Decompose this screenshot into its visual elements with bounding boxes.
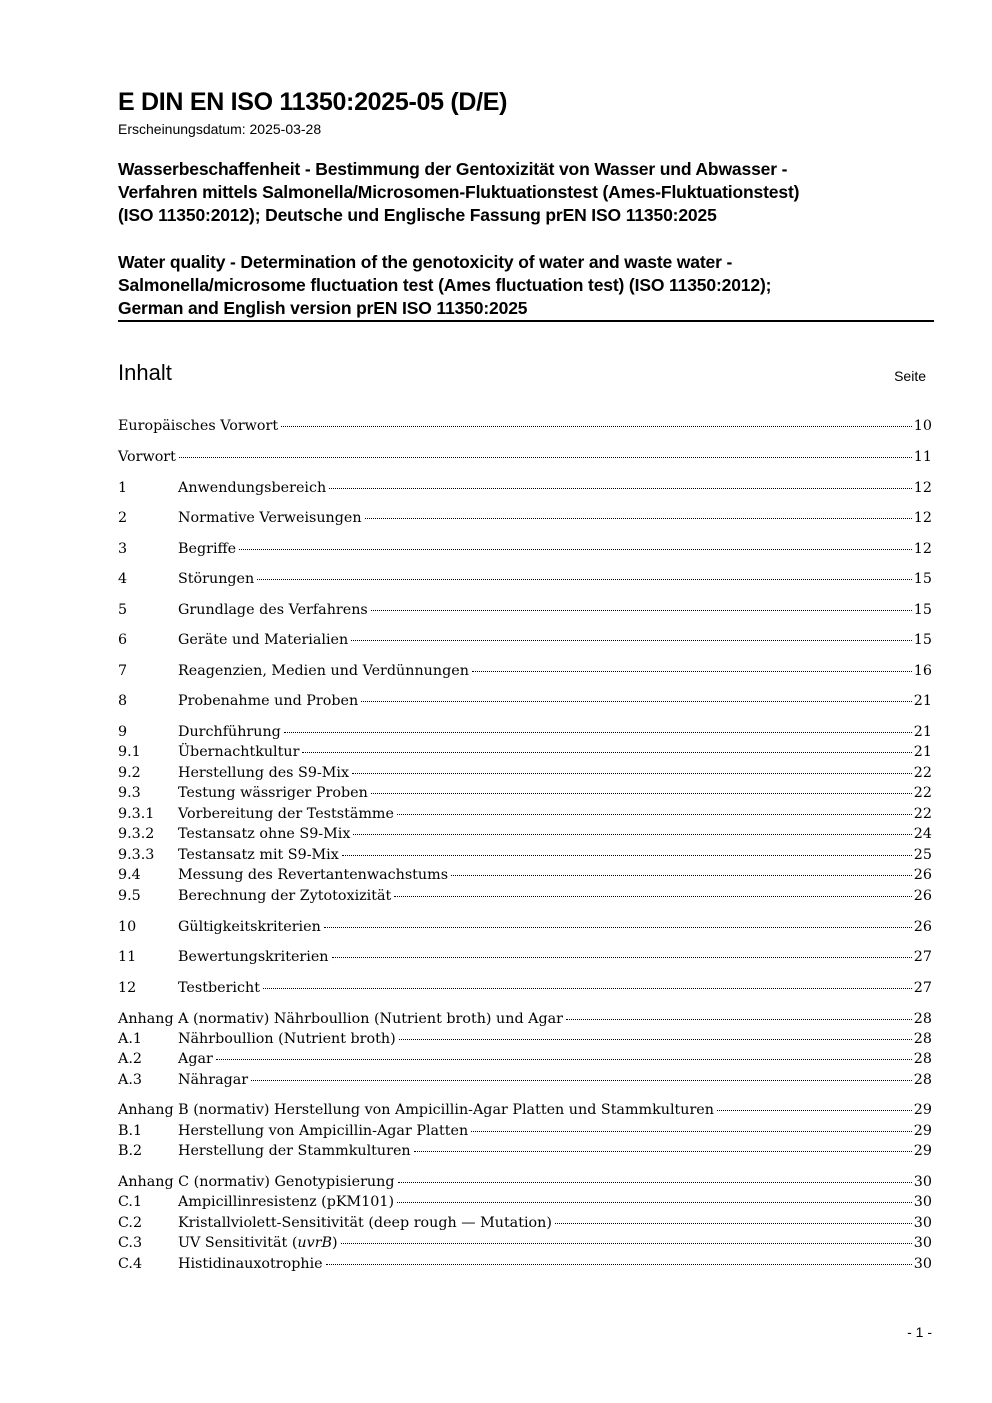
toc-entry-title: Testbericht (178, 980, 260, 996)
toc-entry-page: 24 (913, 826, 932, 842)
toc-entry-page: 30 (913, 1174, 932, 1190)
toc-entry-page: 10 (913, 418, 932, 434)
toc-entry-number: 9.3.3 (118, 847, 155, 863)
toc-entry-number: 2 (118, 510, 128, 526)
toc-entry-number: B.2 (118, 1143, 143, 1159)
title-english-line: Salmonella/microsome fluctuation test (Ames fluctuation test) (ISO 11350:2012); (118, 275, 772, 295)
toc-dot-leader (341, 1243, 912, 1244)
toc-entry-title: Anhang A (normativ) Nährboullion (Nutrient broth) und Agar (118, 1011, 564, 1027)
toc-entry-page: 22 (913, 765, 932, 781)
toc-entry[interactable] (118, 569, 932, 589)
toc-entry-title: Grundlage des Verfahrens (178, 602, 368, 618)
toc-dot-leader (284, 732, 912, 733)
toc-dot-leader (332, 957, 912, 958)
toc-dot-leader (472, 671, 912, 672)
toc-entry-title: Durchführung (178, 724, 281, 740)
toc-entry-number: A.3 (118, 1072, 142, 1088)
toc-dot-leader (239, 549, 912, 550)
toc-dot-leader (555, 1223, 912, 1224)
toc-entry-page: 16 (913, 663, 932, 679)
toc-entry-number: 9.4 (118, 867, 141, 883)
toc-dot-leader (326, 1264, 912, 1265)
toc-entry-title: Geräte und Materialien (178, 632, 349, 648)
toc-page-column-label: Seite (894, 368, 926, 384)
toc-entry[interactable] (118, 600, 932, 620)
toc-entry-number: C.2 (118, 1215, 143, 1231)
toc-entry-number: 6 (118, 632, 128, 648)
document-id: E DIN EN ISO 11350:2025-05 (D/E) (118, 88, 508, 116)
toc-entry[interactable] (118, 1100, 932, 1120)
toc-entry-title: Herstellung des S9-Mix (178, 765, 350, 781)
toc-dot-leader (397, 1202, 912, 1203)
toc-dot-leader (566, 1019, 912, 1020)
toc-entry[interactable] (118, 1172, 932, 1192)
toc-dot-leader (361, 701, 912, 702)
toc-entry[interactable] (118, 804, 932, 824)
toc-dot-leader (365, 518, 912, 519)
toc-entry[interactable] (118, 630, 932, 650)
toc-entry-page: 22 (913, 806, 932, 822)
toc-entry-number: C.3 (118, 1235, 143, 1251)
toc-entry-title: Herstellung der Stammkulturen (178, 1143, 411, 1159)
toc-entry-title: Berechnung der Zytotoxizität (178, 888, 392, 904)
toc-entry-page: 28 (913, 1072, 932, 1088)
toc-entry-title: Gültigkeitskriterien (178, 919, 321, 935)
publication-date: Erscheinungsdatum: 2025-03-28 (118, 121, 322, 137)
toc-dot-leader (352, 773, 912, 774)
toc-entry-title: Nährboullion (Nutrient broth) (178, 1031, 396, 1047)
toc-entry-page: 28 (913, 1011, 932, 1027)
toc-entry-page: 15 (913, 571, 932, 587)
toc-entry-page: 30 (913, 1256, 932, 1272)
toc-entry-number: 9.3 (118, 785, 141, 801)
toc-entry-title: UV Sensitivität (uvrB) (178, 1235, 338, 1251)
toc-entry-page: 12 (913, 510, 932, 526)
toc-dot-leader (397, 814, 912, 815)
toc-entry[interactable] (118, 742, 932, 762)
toc-entry-title: Vorwort (118, 449, 176, 465)
toc-entry-page: 30 (913, 1194, 932, 1210)
toc-dot-leader (451, 875, 912, 876)
toc-entry[interactable] (118, 508, 932, 528)
toc-entry-number: 7 (118, 663, 128, 679)
toc-entry[interactable] (118, 1070, 932, 1090)
title-german-line: Verfahren mittels Salmonella/Microsomen-Fluktuationstest (Ames-Fluktuationstest) (118, 182, 800, 202)
toc-entry[interactable] (118, 978, 932, 998)
toc-entry-number: B.1 (118, 1123, 143, 1139)
toc-entry-number: C.1 (118, 1194, 143, 1210)
toc-entry-number: C.4 (118, 1256, 143, 1272)
title-german-line: Wasserbeschaffenheit - Bestimmung der Gentoxizität von Wasser und Abwasser - (118, 159, 788, 179)
toc-entry-number: A.1 (118, 1031, 142, 1047)
toc-entry[interactable] (118, 865, 932, 885)
toc-entry-page: 25 (913, 847, 932, 863)
toc-entry-number: 1 (118, 480, 128, 496)
toc-entry[interactable] (118, 1213, 932, 1233)
toc-entry-title: Herstellung von Ampicillin-Agar Platten (178, 1123, 469, 1139)
toc-dot-leader (351, 640, 912, 641)
toc-entry-title: Anhang C (normativ) Genotypisierung (118, 1174, 395, 1190)
toc-dot-leader (179, 457, 912, 458)
toc-dot-leader (302, 752, 911, 753)
toc-entry-title: Störungen (178, 571, 255, 587)
toc-entry-page: 29 (913, 1143, 932, 1159)
toc-entry-title: Normative Verweisungen (178, 510, 362, 526)
toc-entry[interactable] (118, 1121, 932, 1141)
toc-entry-title: Begriffe (178, 541, 237, 557)
toc-entry[interactable] (118, 1141, 932, 1161)
toc-entry[interactable] (118, 1009, 932, 1029)
toc-entry-title: Europäisches Vorwort (118, 418, 279, 434)
toc-entry-number: 5 (118, 602, 128, 618)
toc-entry-title: Agar (178, 1051, 213, 1067)
toc-dot-leader (251, 1080, 912, 1081)
toc-entry-page: 26 (913, 919, 932, 935)
toc-entry-title: Testansatz mit S9-Mix (178, 847, 339, 863)
toc-entry-number: A.2 (118, 1051, 142, 1067)
toc-entry-title: Histidinauxotrophie (178, 1256, 323, 1272)
toc-entry-number: 9.3.2 (118, 826, 155, 842)
toc-dot-leader (371, 610, 912, 611)
toc-entry-title: Ampicillinresistenz (pKM101) (178, 1194, 395, 1210)
toc-entry-title: Bewertungskriterien (178, 949, 329, 965)
toc-entry-page: 21 (913, 724, 932, 740)
toc-entry-page: 30 (913, 1215, 932, 1231)
title-german-line: (ISO 11350:2012); Deutsche und Englische Fassung prEN ISO 11350:2025 (118, 205, 717, 225)
toc-entry-title: Testung wässriger Proben (178, 785, 368, 801)
toc-entry-title: Anwendungsbereich (178, 480, 327, 496)
toc-dot-leader (329, 488, 912, 489)
toc-entry-page: 12 (913, 541, 932, 557)
toc-entry[interactable] (118, 824, 932, 844)
toc-dot-leader (257, 579, 912, 580)
toc-entry-number: 9.5 (118, 888, 141, 904)
toc-entry-number: 10 (118, 919, 137, 935)
toc-entry-page: 26 (913, 867, 932, 883)
toc-entry-title: Übernachtkultur (178, 744, 300, 760)
toc-entry-number: 8 (118, 693, 128, 709)
title-english-line: German and English version prEN ISO 11350:2025 (118, 298, 528, 318)
toc-entry[interactable] (118, 722, 932, 742)
toc-entry[interactable] (118, 783, 932, 803)
toc-dot-leader (717, 1110, 912, 1111)
toc-entry-page: 28 (913, 1051, 932, 1067)
toc-entry[interactable] (118, 886, 932, 906)
toc-entry-page: 12 (913, 480, 932, 496)
toc-heading: Inhalt (118, 360, 172, 385)
toc-entry-page: 22 (913, 785, 932, 801)
toc-entry-page: 27 (913, 949, 932, 965)
toc-dot-leader (324, 927, 912, 928)
toc-dot-leader (353, 834, 911, 835)
toc-dot-leader (399, 1039, 912, 1040)
toc-entry[interactable] (118, 661, 932, 681)
toc-entry[interactable] (118, 1029, 932, 1049)
toc-entry[interactable] (118, 416, 932, 436)
toc-entry-page: 29 (913, 1123, 932, 1139)
toc-entry-number: 9.2 (118, 765, 141, 781)
toc-entry[interactable] (118, 845, 932, 865)
toc-entry[interactable] (118, 691, 932, 711)
toc-entry-page: 11 (913, 449, 932, 465)
toc-entry-title: Vorbereitung der Teststämme (178, 806, 394, 822)
toc-entry[interactable] (118, 447, 932, 467)
toc-entry[interactable] (118, 1192, 932, 1212)
toc-entry-title: Messung des Revertantenwachstums (178, 867, 449, 883)
toc-entry-page: 27 (913, 980, 932, 996)
toc-dot-leader (394, 896, 912, 897)
toc-entry-title: Kristallviolett-Sensitivität (deep rough — Mutation) (178, 1215, 552, 1231)
toc-entry-title: Reagenzien, Medien und Verdünnungen (178, 663, 469, 679)
toc-dot-leader (414, 1151, 912, 1152)
table-of-contents (118, 0, 932, 1403)
toc-entry-page: 15 (913, 632, 932, 648)
toc-entry[interactable] (118, 763, 932, 783)
toc-entry-title: Nähragar (178, 1072, 249, 1088)
toc-entry[interactable] (118, 1049, 932, 1069)
toc-entry-page: 21 (913, 744, 932, 760)
page-number: - 1 - (907, 1324, 932, 1340)
toc-entry-title: Anhang B (normativ) Herstellung von Ampicillin-Agar Platten und Stammkulturen (118, 1102, 714, 1118)
toc-entry-number: 11 (118, 949, 137, 965)
toc-entry-number: 12 (118, 980, 137, 996)
toc-entry-number: 3 (118, 541, 128, 557)
toc-entry-number: 4 (118, 571, 128, 587)
toc-entry-title: Probenahme und Proben (178, 693, 359, 709)
toc-dot-leader (398, 1182, 912, 1183)
toc-entry-page: 21 (913, 693, 932, 709)
toc-entry-title: Testansatz ohne S9-Mix (178, 826, 351, 842)
toc-dot-leader (281, 426, 912, 427)
toc-entry[interactable] (118, 1254, 932, 1274)
toc-entry-page: 15 (913, 602, 932, 618)
toc-entry-page: 26 (913, 888, 932, 904)
toc-entry-page: 28 (913, 1031, 932, 1047)
toc-entry-number: 9.1 (118, 744, 141, 760)
toc-entry[interactable] (118, 478, 932, 498)
toc-dot-leader (371, 793, 912, 794)
toc-dot-leader (342, 855, 912, 856)
toc-entry[interactable] (118, 947, 932, 967)
toc-entry-number: 9 (118, 724, 128, 740)
toc-entry-page: 30 (913, 1235, 932, 1251)
toc-entry[interactable] (118, 917, 932, 937)
toc-dot-leader (263, 988, 912, 989)
toc-entry[interactable] (118, 539, 932, 559)
toc-dot-leader (216, 1059, 912, 1060)
toc-entry[interactable] (118, 1233, 932, 1253)
toc-entry-number: 9.3.1 (118, 806, 155, 822)
toc-entry-page: 29 (913, 1102, 932, 1118)
title-english-line: Water quality - Determination of the genotoxicity of water and waste water - (118, 252, 733, 272)
toc-dot-leader (471, 1131, 912, 1132)
